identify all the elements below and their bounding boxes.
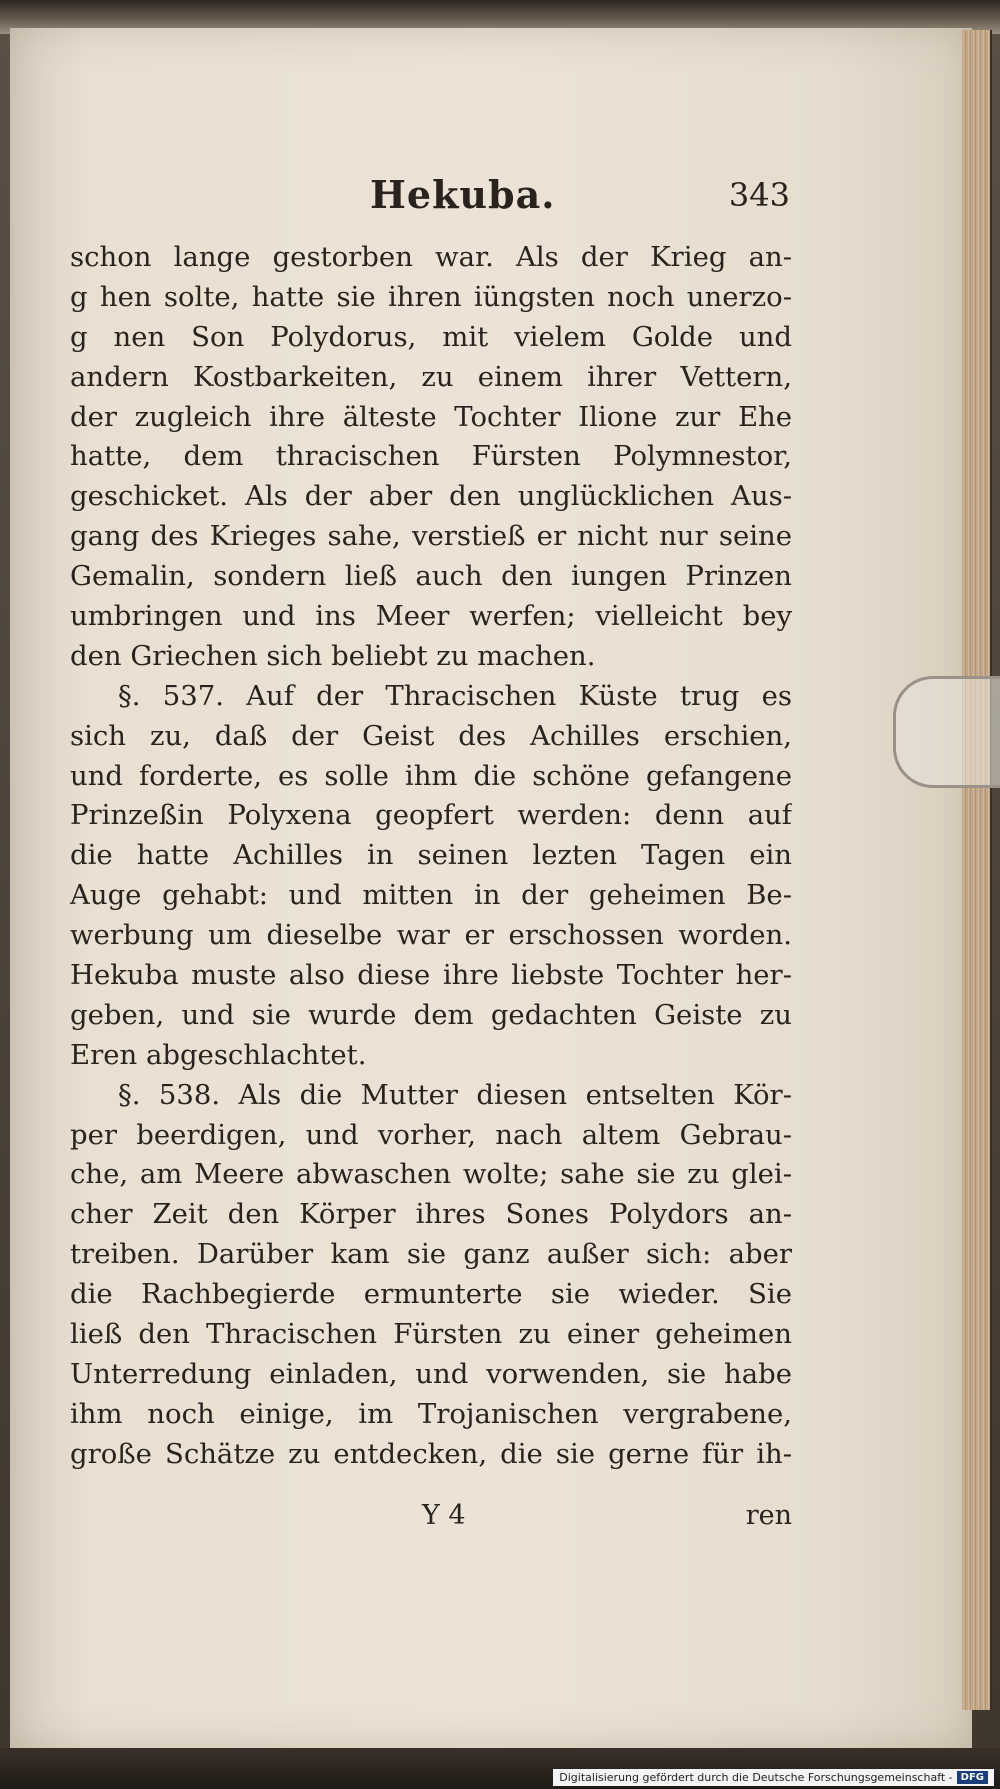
text-line: Unterredung einladen, und vorwenden, sie habe: [70, 1357, 792, 1390]
running-title: Hekuba.: [370, 172, 556, 217]
text-line: sich zu, daß der Geist des Achilles erschien,: [70, 719, 792, 752]
text-line: cher Zeit den Körper ihres Sones Polydors an-: [70, 1198, 792, 1231]
digitization-credit: [553, 1769, 994, 1786]
text-line: den Griechen sich beliebt zu machen.: [70, 639, 596, 672]
text-line: geben, und sie wurde dem gedachten Geiste zu: [70, 998, 792, 1031]
page-stack-edge: [962, 30, 992, 1710]
page-clip: [893, 676, 1000, 788]
text-line: Eren abgeschlachtet.: [70, 1038, 367, 1071]
page-number: 343: [728, 176, 790, 214]
paragraph-start-line: §. 537. Auf der Thracischen Küste trug es: [118, 679, 792, 712]
text-line: ließ den Thracischen Fürsten zu einer geheimen: [70, 1318, 792, 1351]
body-text: [70, 238, 792, 1475]
dfg-logo: DFG: [957, 1771, 988, 1784]
text-line: andern Kostbarkeiten, zu einem ihrer Vettern,: [70, 360, 792, 393]
text-line: ihm noch einige, im Trojanischen vergrabene,: [70, 1397, 792, 1430]
text-line: der zugleich ihre älteste Tochter Ilione zur Ehe: [70, 400, 792, 433]
text-line: und forderte, es solle ihm die schöne gefangene: [70, 759, 792, 792]
text-line: treiben. Darüber kam sie ganz außer sich: aber: [70, 1238, 792, 1271]
text-line: große Schätze zu entdecken, die sie gerne für ih-: [70, 1437, 792, 1470]
text-line: werbung um dieselbe war er erschossen worden.: [70, 919, 792, 952]
text-line: che, am Meere abwaschen wolte; sahe sie zu glei-: [70, 1158, 792, 1191]
text-line: die hatte Achilles in seinen lezten Tagen ein: [70, 839, 792, 872]
catchword: ren: [745, 1500, 792, 1531]
text-line: die Rachbegierde ermunterte sie wieder. Sie: [70, 1278, 792, 1311]
text-line: gang des Krieges sahe, verstieß er nicht nur seine: [70, 520, 792, 553]
scan-bottom-strip: [0, 1748, 1000, 1789]
text-line: Gemalin, sondern ließ auch den iungen Prinzen: [70, 560, 792, 593]
signature-mark: Y 4: [422, 1500, 466, 1531]
text-line: Auge gehabt: und mitten in der geheimen Be-: [70, 879, 792, 912]
text-line: Prinzeßin Polyxena geopfert werden: denn auf: [70, 799, 792, 832]
page-header: [70, 172, 790, 222]
text-line: hatte, dem thracischen Fürsten Polymnestor,: [70, 440, 792, 473]
text-line: Hekuba muste also diese ihre liebste Tochter her-: [70, 959, 792, 992]
page-foot: [70, 1500, 792, 1540]
text-line: g hen solte, hatte sie ihren iüngsten noch unerzo-: [70, 280, 792, 313]
text-line: g nen Son Polydorus, mit vielem Golde und: [70, 320, 792, 353]
text-line: per beerdigen, und vorher, nach altem Gebrau-: [70, 1118, 792, 1151]
text-line: schon lange gestorben war. Als der Krieg an-: [70, 241, 792, 273]
text-line: umbringen und ins Meer werfen; vielleicht bey: [70, 600, 792, 633]
text-line: geschicket. Als der aber den unglücklichen Aus-: [70, 480, 792, 513]
paragraph-start-line: §. 538. Als die Mutter diesen entselten Kör-: [118, 1078, 792, 1111]
credit-text: Digitalisierung gefördert durch die Deutsche Forschungsgemeinschaft -: [559, 1771, 953, 1784]
